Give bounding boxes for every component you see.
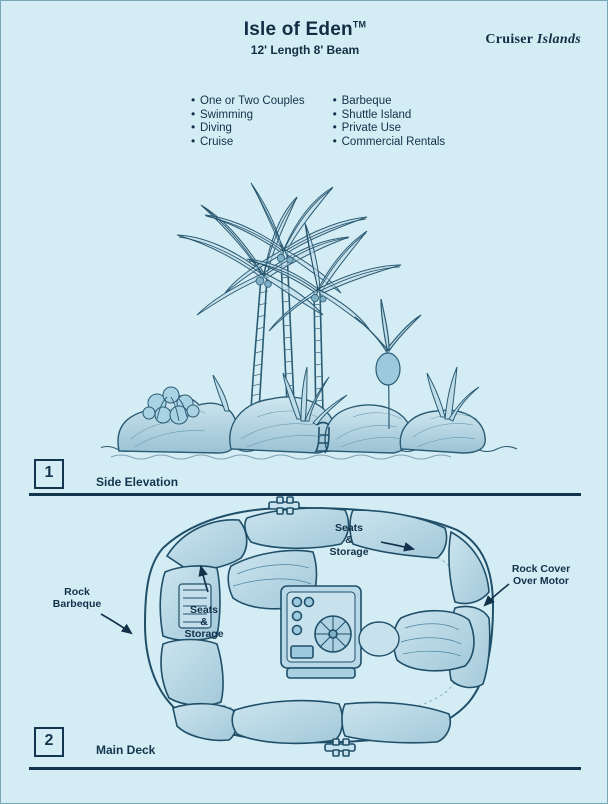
product-name: Isle of Eden [243, 19, 353, 40]
callout-line: Over Motor [512, 575, 569, 587]
list-item: • Cruise [191, 136, 305, 150]
list-item: • Shuttle Island [333, 109, 446, 123]
panel-number-1: 1 [34, 459, 64, 489]
callout-seats-storage-upper [316, 522, 382, 558]
callout-line: Storage [184, 628, 224, 640]
brand-logo [485, 32, 581, 48]
center-console [281, 586, 361, 678]
side-elevation-illustration [101, 181, 521, 471]
rock-bottom-section [232, 701, 450, 744]
panel-caption-side-elevation: Side Elevation [96, 475, 179, 489]
callout-line: & [200, 616, 208, 628]
list-item: • Barbeque [333, 95, 446, 109]
callout-line: Seats [189, 604, 219, 616]
callout-line: & [345, 534, 353, 546]
callout-line: Rock Cover [511, 563, 571, 575]
list-item: • Private Use [333, 122, 446, 136]
list-item: • Diving [191, 122, 305, 136]
panel-caption-main-deck: Main Deck [96, 743, 156, 757]
divider-rule-1 [29, 493, 581, 496]
callout-seats-storage-lower [173, 604, 235, 640]
round-seat [359, 622, 399, 656]
callout-rock-cover [498, 563, 584, 587]
divider-rule-2 [29, 767, 581, 770]
callout-rock-barbeque [39, 586, 115, 610]
list-item: • One or Two Couples [191, 95, 305, 109]
feature-lists [191, 95, 445, 149]
callout-line: Storage [329, 546, 369, 558]
feature-list-left [191, 95, 305, 149]
panel-number-2: 2 [34, 727, 64, 757]
feature-list-right [333, 95, 446, 149]
callout-line: Barbeque [52, 598, 102, 610]
brand-name-second: Islands [536, 32, 581, 47]
trademark-symbol: TM [352, 19, 367, 30]
callout-line: Seats [334, 522, 364, 534]
brand-name-first: Cruiser [485, 32, 534, 47]
list-item: • Swimming [191, 109, 305, 123]
dimensions-subtitle: 12' Length 8' Beam [250, 43, 360, 57]
rock-cover-over-motor [394, 611, 474, 671]
list-item: • Commercial Rentals [333, 136, 446, 150]
callout-line: Rock [64, 586, 90, 598]
